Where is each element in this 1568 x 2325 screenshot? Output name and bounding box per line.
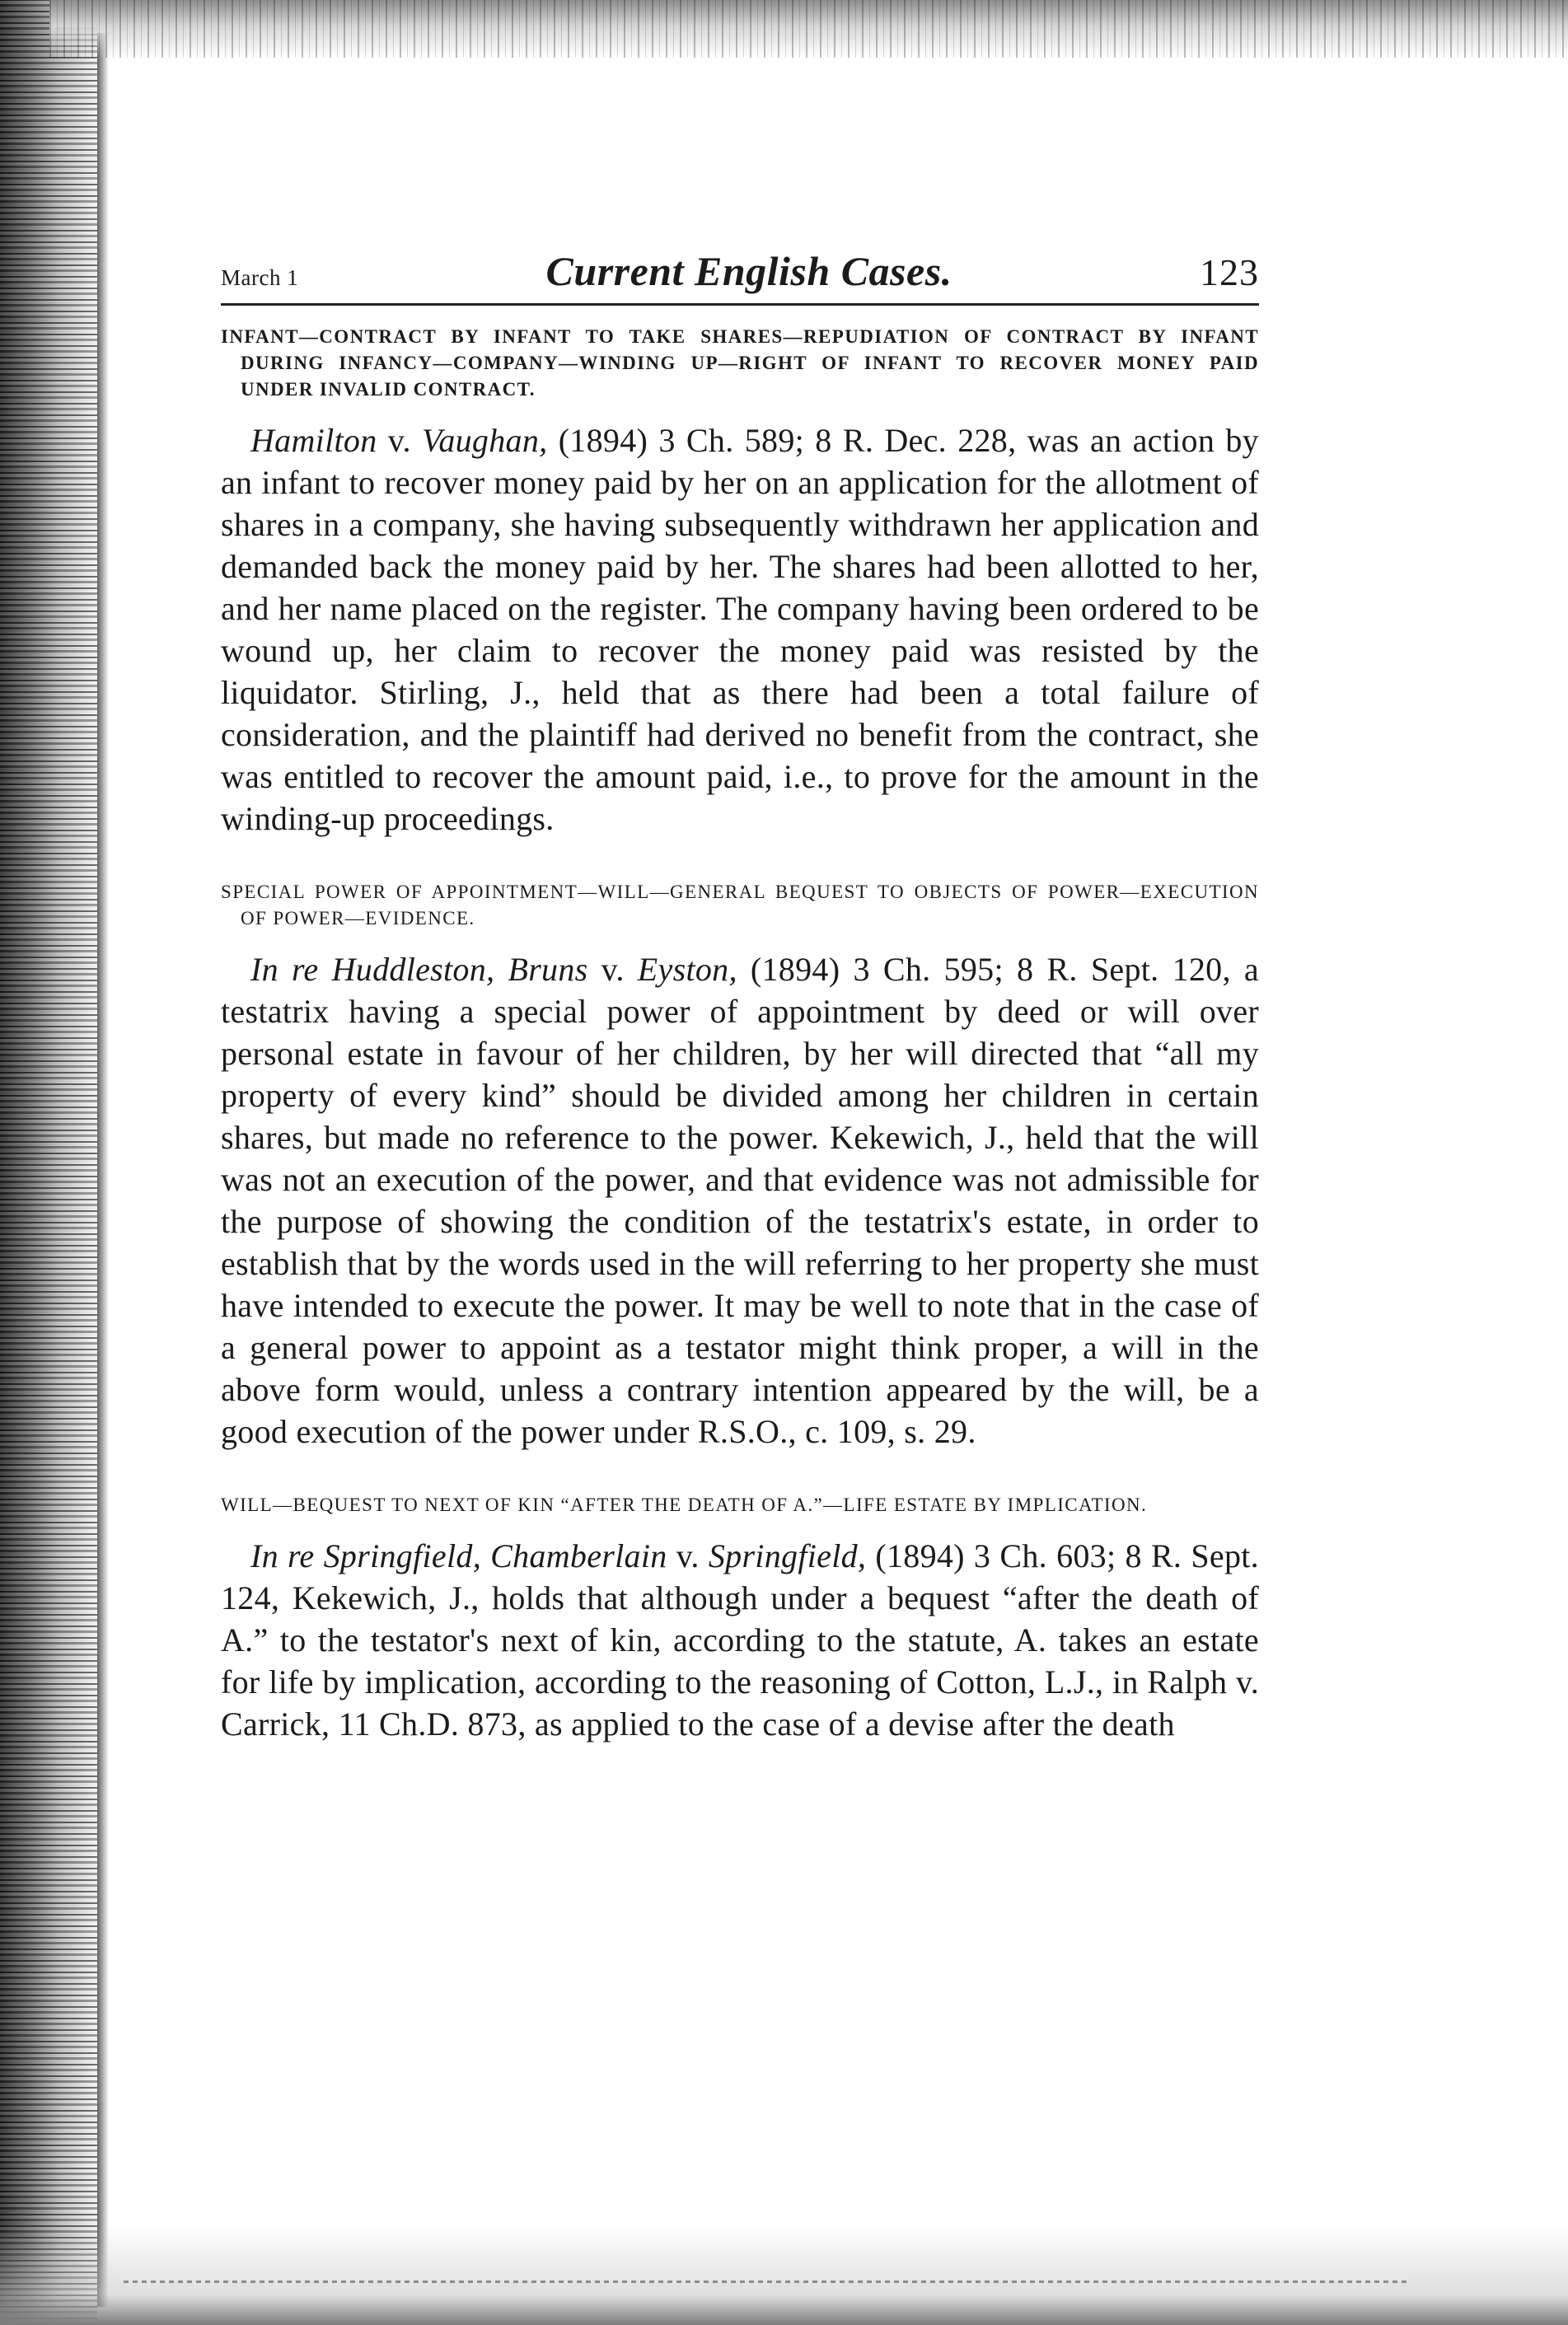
- scan-edge-bottom: [124, 2281, 1409, 2283]
- scan-edge-left: [97, 33, 109, 2307]
- case-versus: v.: [676, 1537, 700, 1574]
- running-head-date: March 1: [221, 265, 299, 290]
- scan-shadow-left: [0, 0, 97, 2325]
- document-page: [221, 247, 1259, 1778]
- section-body: [221, 419, 1259, 840]
- running-head: [221, 247, 1259, 306]
- case-summary: (1894) 3 Ch. 589; 8 R. Dec. 228, was an action by an infant to recover money paid by her on an application for the allotment of shares in a company, she having subsequently withdrawn her application and demanded back the money paid by her. The shares had been allotted to her, and her name placed on the register. The company having been ordered to be wound up, her claim to recover the money paid was resisted by the liquidator. Stirling, J., held that as there had been a total failure of consideration, and the plaintiff had derived no benefit from the contract, she was entitled to recover the amount paid, i.e., to prove for the amount in the winding-up proceedings.: [221, 422, 1259, 837]
- case-versus: v.: [387, 422, 411, 459]
- section-body: [221, 1535, 1259, 1745]
- case-party: In re Springfield, Chamberlain: [250, 1537, 667, 1574]
- scan-noise-top: [49, 0, 1568, 58]
- case-summary: (1894) 3 Ch. 595; 8 R. Sept. 120, a testatrix having a special power of appointment by deed or will over personal estate in favour of her children, by her will directed that “all my property of every kind” should be divided among her children in certain shares, but made no reference to the power. Kekewich, J., held that the will was not an execution of the power, and that evidence was not admissible for the purpose of showing the condition of the testatrix's estate, in order to establish that by the words used in the will referring to her property she must have intended to execute the power. It may be well to note that in the case of a general power to appoint as a testator might think proper, a will in the above form would, unless a contrary intention appeared by the will, be a good execution of the power under R.S.O., c. 109, s. 29.: [221, 951, 1259, 1450]
- case-summary: (1894) 3 Ch. 603; 8 R. Sept. 124, Kekewich, J., holds that although under a bequest “after the death of A.” to the testator's next of kin, according to the statute, A. takes an estate for life by implication, according to the reasoning of Cotton, L.J., in Ralph v. Carrick, 11 Ch.D. 873, as applied to the case of a devise after the death: [221, 1537, 1259, 1743]
- scan-shadow-bottom: [0, 2224, 1568, 2325]
- section-body: [221, 948, 1259, 1453]
- section-heading: INFANT—CONTRACT BY INFANT TO TAKE SHARES—REPUDIATION OF CONTRACT BY INFANT DURING INFANCY—COMPANY—WINDING UP—RIGHT OF INFANT TO RECOVER MONEY PAID UNDER INVALID CONTRACT.: [221, 326, 1259, 400]
- case-party: Hamilton: [250, 422, 377, 459]
- section-heading: SPECIAL POWER OF APPOINTMENT—WILL—GENERAL BEQUEST TO OBJECTS OF POWER—EXECUTION OF POWER—EVIDENCE.: [221, 882, 1259, 929]
- case-party: Vaughan,: [422, 422, 548, 459]
- case-versus: v.: [601, 951, 625, 988]
- running-head-title: Current English Cases.: [545, 248, 953, 294]
- section-heading: WILL—BEQUEST TO NEXT OF KIN “AFTER THE DEATH OF A.”—LIFE ESTATE BY IMPLICATION.: [221, 1495, 1148, 1515]
- page-number: 123: [1199, 251, 1259, 293]
- case-party: In re Huddleston, Bruns: [250, 951, 588, 988]
- case-party: Eyston,: [637, 951, 737, 988]
- case-party: Springfield,: [708, 1537, 867, 1574]
